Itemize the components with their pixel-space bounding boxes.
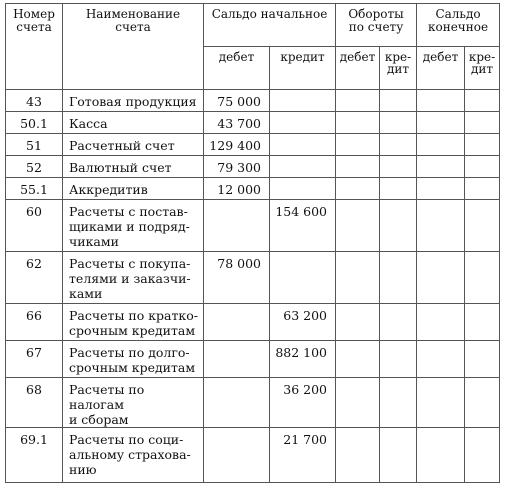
closing-debit-cell	[417, 90, 465, 112]
opening-credit-cell	[270, 134, 336, 156]
account-name-cell: Расчеты по налогам и сборам	[63, 378, 204, 428]
account-name-cell: Расчеты с покупа- телями и заказчи- ками	[63, 252, 204, 304]
header-closing-debit: дебет	[417, 47, 465, 90]
turnover-credit-cell	[380, 428, 417, 483]
opening-credit-cell	[270, 90, 336, 112]
turnover-debit-cell	[336, 378, 380, 428]
closing-credit-cell	[465, 156, 500, 178]
account-number-cell: 43	[6, 90, 63, 112]
table-row	[6, 341, 500, 378]
table-row	[6, 134, 500, 156]
header-account-number: Номер счета	[6, 4, 63, 90]
opening-credit-cell	[270, 156, 336, 178]
account-number-cell: 51	[6, 134, 63, 156]
opening-credit-cell	[270, 252, 336, 304]
turnover-credit-cell	[380, 200, 417, 252]
turnover-debit-cell	[336, 428, 380, 483]
closing-credit-cell	[465, 200, 500, 252]
closing-debit-cell	[417, 134, 465, 156]
turnover-credit-cell	[380, 112, 417, 134]
table-row	[6, 378, 500, 428]
account-number-cell: 60	[6, 200, 63, 252]
turnover-credit-cell	[380, 341, 417, 378]
turnover-credit-cell	[380, 304, 417, 341]
account-name-cell: Готовая продукция	[63, 90, 204, 112]
table-row	[6, 304, 500, 341]
closing-credit-cell	[465, 178, 500, 200]
account-name-cell: Расчеты по долго- срочным кредитам	[63, 341, 204, 378]
turnover-debit-cell	[336, 112, 380, 134]
closing-debit-cell	[417, 428, 465, 483]
table-row	[6, 112, 500, 134]
account-name-cell: Касса	[63, 112, 204, 134]
turnover-credit-cell	[380, 378, 417, 428]
turnover-debit-cell	[336, 134, 380, 156]
account-number-cell: 66	[6, 304, 63, 341]
account-number-cell: 69.1	[6, 428, 63, 483]
header-closing-balance: Сальдо конечное	[417, 4, 500, 47]
header-opening-balance: Сальдо начальное	[204, 4, 336, 47]
table-row	[6, 428, 500, 483]
opening-credit-cell: 21 700	[270, 428, 336, 483]
turnover-credit-cell	[380, 252, 417, 304]
opening-debit-cell	[204, 200, 270, 252]
header-turnover: Обороты по счету	[336, 4, 417, 47]
closing-debit-cell	[417, 200, 465, 252]
opening-credit-cell: 63 200	[270, 304, 336, 341]
turnover-debit-cell	[336, 178, 380, 200]
account-number-cell: 67	[6, 341, 63, 378]
opening-debit-cell	[204, 378, 270, 428]
turnover-credit-cell	[380, 90, 417, 112]
opening-debit-cell: 12 000	[204, 178, 270, 200]
opening-debit-cell: 75 000	[204, 90, 270, 112]
account-name-cell: Расчетный счет	[63, 134, 204, 156]
header-opening-credit: кредит	[270, 47, 336, 90]
opening-credit-cell: 882 100	[270, 341, 336, 378]
account-name-cell: Расчеты по кратко- срочным кредитам	[63, 304, 204, 341]
closing-debit-cell	[417, 378, 465, 428]
opening-credit-cell	[270, 178, 336, 200]
closing-debit-cell	[417, 112, 465, 134]
closing-debit-cell	[417, 304, 465, 341]
closing-debit-cell	[417, 178, 465, 200]
account-name-cell: Валютный счет	[63, 156, 204, 178]
opening-credit-cell: 154 600	[270, 200, 336, 252]
header-account-name: Наименование счета	[63, 4, 204, 90]
opening-debit-cell: 129 400	[204, 134, 270, 156]
turnover-debit-cell	[336, 90, 380, 112]
account-number-cell: 55.1	[6, 178, 63, 200]
opening-debit-cell	[204, 341, 270, 378]
account-name-cell: Расчеты по соци- альному страхова- нию	[63, 428, 204, 483]
closing-debit-cell	[417, 341, 465, 378]
turnover-credit-cell	[380, 134, 417, 156]
account-number-cell: 52	[6, 156, 63, 178]
account-name-cell: Аккредитив	[63, 178, 204, 200]
header-opening-debit: дебет	[204, 47, 270, 90]
closing-credit-cell	[465, 378, 500, 428]
opening-debit-cell	[204, 428, 270, 483]
turnover-credit-cell	[380, 178, 417, 200]
turnover-debit-cell	[336, 156, 380, 178]
closing-credit-cell	[465, 90, 500, 112]
closing-credit-cell	[465, 428, 500, 483]
opening-credit-cell	[270, 112, 336, 134]
opening-debit-cell: 43 700	[204, 112, 270, 134]
trial-balance-table	[5, 3, 500, 483]
header-turnover-debit: дебет	[336, 47, 380, 90]
table-row	[6, 200, 500, 252]
turnover-debit-cell	[336, 304, 380, 341]
closing-credit-cell	[465, 252, 500, 304]
closing-credit-cell	[465, 304, 500, 341]
account-number-cell: 62	[6, 252, 63, 304]
account-number-cell: 68	[6, 378, 63, 428]
opening-debit-cell: 79 300	[204, 156, 270, 178]
closing-debit-cell	[417, 252, 465, 304]
account-name-cell: Расчеты с постав- щиками и подряд- чиками	[63, 200, 204, 252]
closing-credit-cell	[465, 341, 500, 378]
opening-debit-cell: 78 000	[204, 252, 270, 304]
account-number-cell: 50.1	[6, 112, 63, 134]
header-turnover-credit: кре- дит	[380, 47, 417, 90]
table-row	[6, 178, 500, 200]
turnover-credit-cell	[380, 156, 417, 178]
table-row	[6, 90, 500, 112]
closing-debit-cell	[417, 156, 465, 178]
table-row	[6, 156, 500, 178]
closing-credit-cell	[465, 134, 500, 156]
turnover-debit-cell	[336, 252, 380, 304]
opening-debit-cell	[204, 304, 270, 341]
turnover-debit-cell	[336, 341, 380, 378]
header-closing-credit: кре- дит	[465, 47, 500, 90]
opening-credit-cell: 36 200	[270, 378, 336, 428]
turnover-debit-cell	[336, 200, 380, 252]
table-row	[6, 252, 500, 304]
closing-credit-cell	[465, 112, 500, 134]
